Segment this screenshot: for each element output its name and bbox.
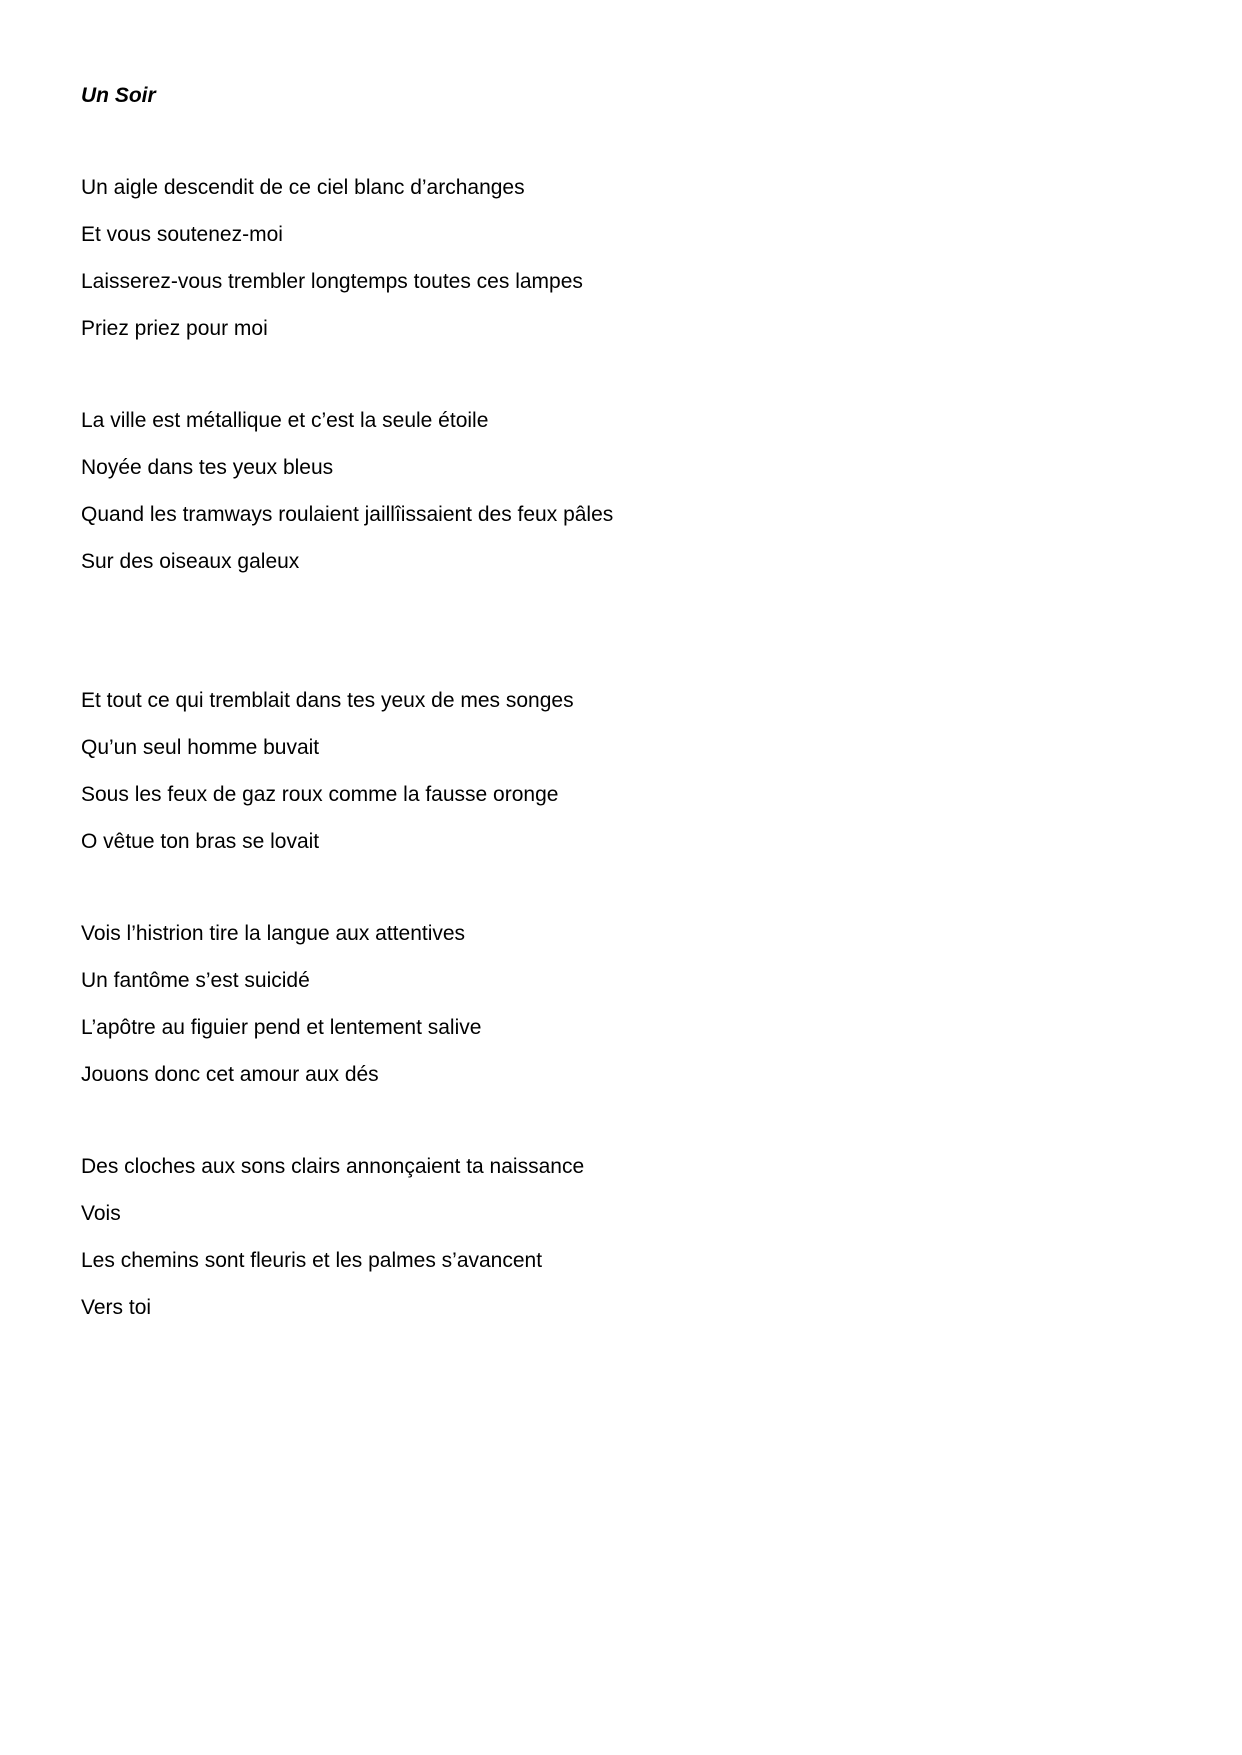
poem-title: Un Soir: [81, 84, 156, 107]
poem-line: L’apôtre au figuier pend et lentement salive: [81, 1016, 482, 1039]
poem-line: Jouons donc cet amour aux dés: [81, 1063, 379, 1086]
poem-line: Quand les tramways roulaient jaillîissaient des feux pâles: [81, 503, 614, 526]
poem-line: Vois l’histrion tire la langue aux attentives: [81, 922, 466, 945]
poem-line: Et tout ce qui tremblait dans tes yeux de mes songes: [81, 689, 574, 712]
poem-line: Les chemins sont fleuris et les palmes s’avancent: [81, 1249, 543, 1272]
poem-line: Qu’un seul homme buvait: [81, 736, 320, 759]
poem-line: La ville est métallique et c’est la seule étoile: [81, 409, 489, 432]
poem-line: Priez priez pour moi: [81, 317, 268, 340]
poem-line: Un fantôme s’est suicidé: [81, 969, 310, 992]
poem-line: Des cloches aux sons clairs annonçaient ta naissance: [81, 1155, 585, 1178]
poem-line: Vois: [81, 1202, 121, 1225]
poem-line: Vers toi: [81, 1296, 152, 1319]
poem-line: Et vous soutenez-moi: [81, 223, 283, 246]
poem-line: Noyée dans tes yeux bleus: [81, 456, 334, 479]
poem-line: Sous les feux de gaz roux comme la fausse oronge: [81, 783, 559, 806]
poem-line: Un aigle descendit de ce ciel blanc d’archanges: [81, 176, 525, 199]
poem-line: Laisserez-vous trembler longtemps toutes ces lampes: [81, 270, 583, 293]
poem-line: O vêtue ton bras se lovait: [81, 830, 320, 853]
poem-line: Sur des oiseaux galeux: [81, 550, 300, 573]
